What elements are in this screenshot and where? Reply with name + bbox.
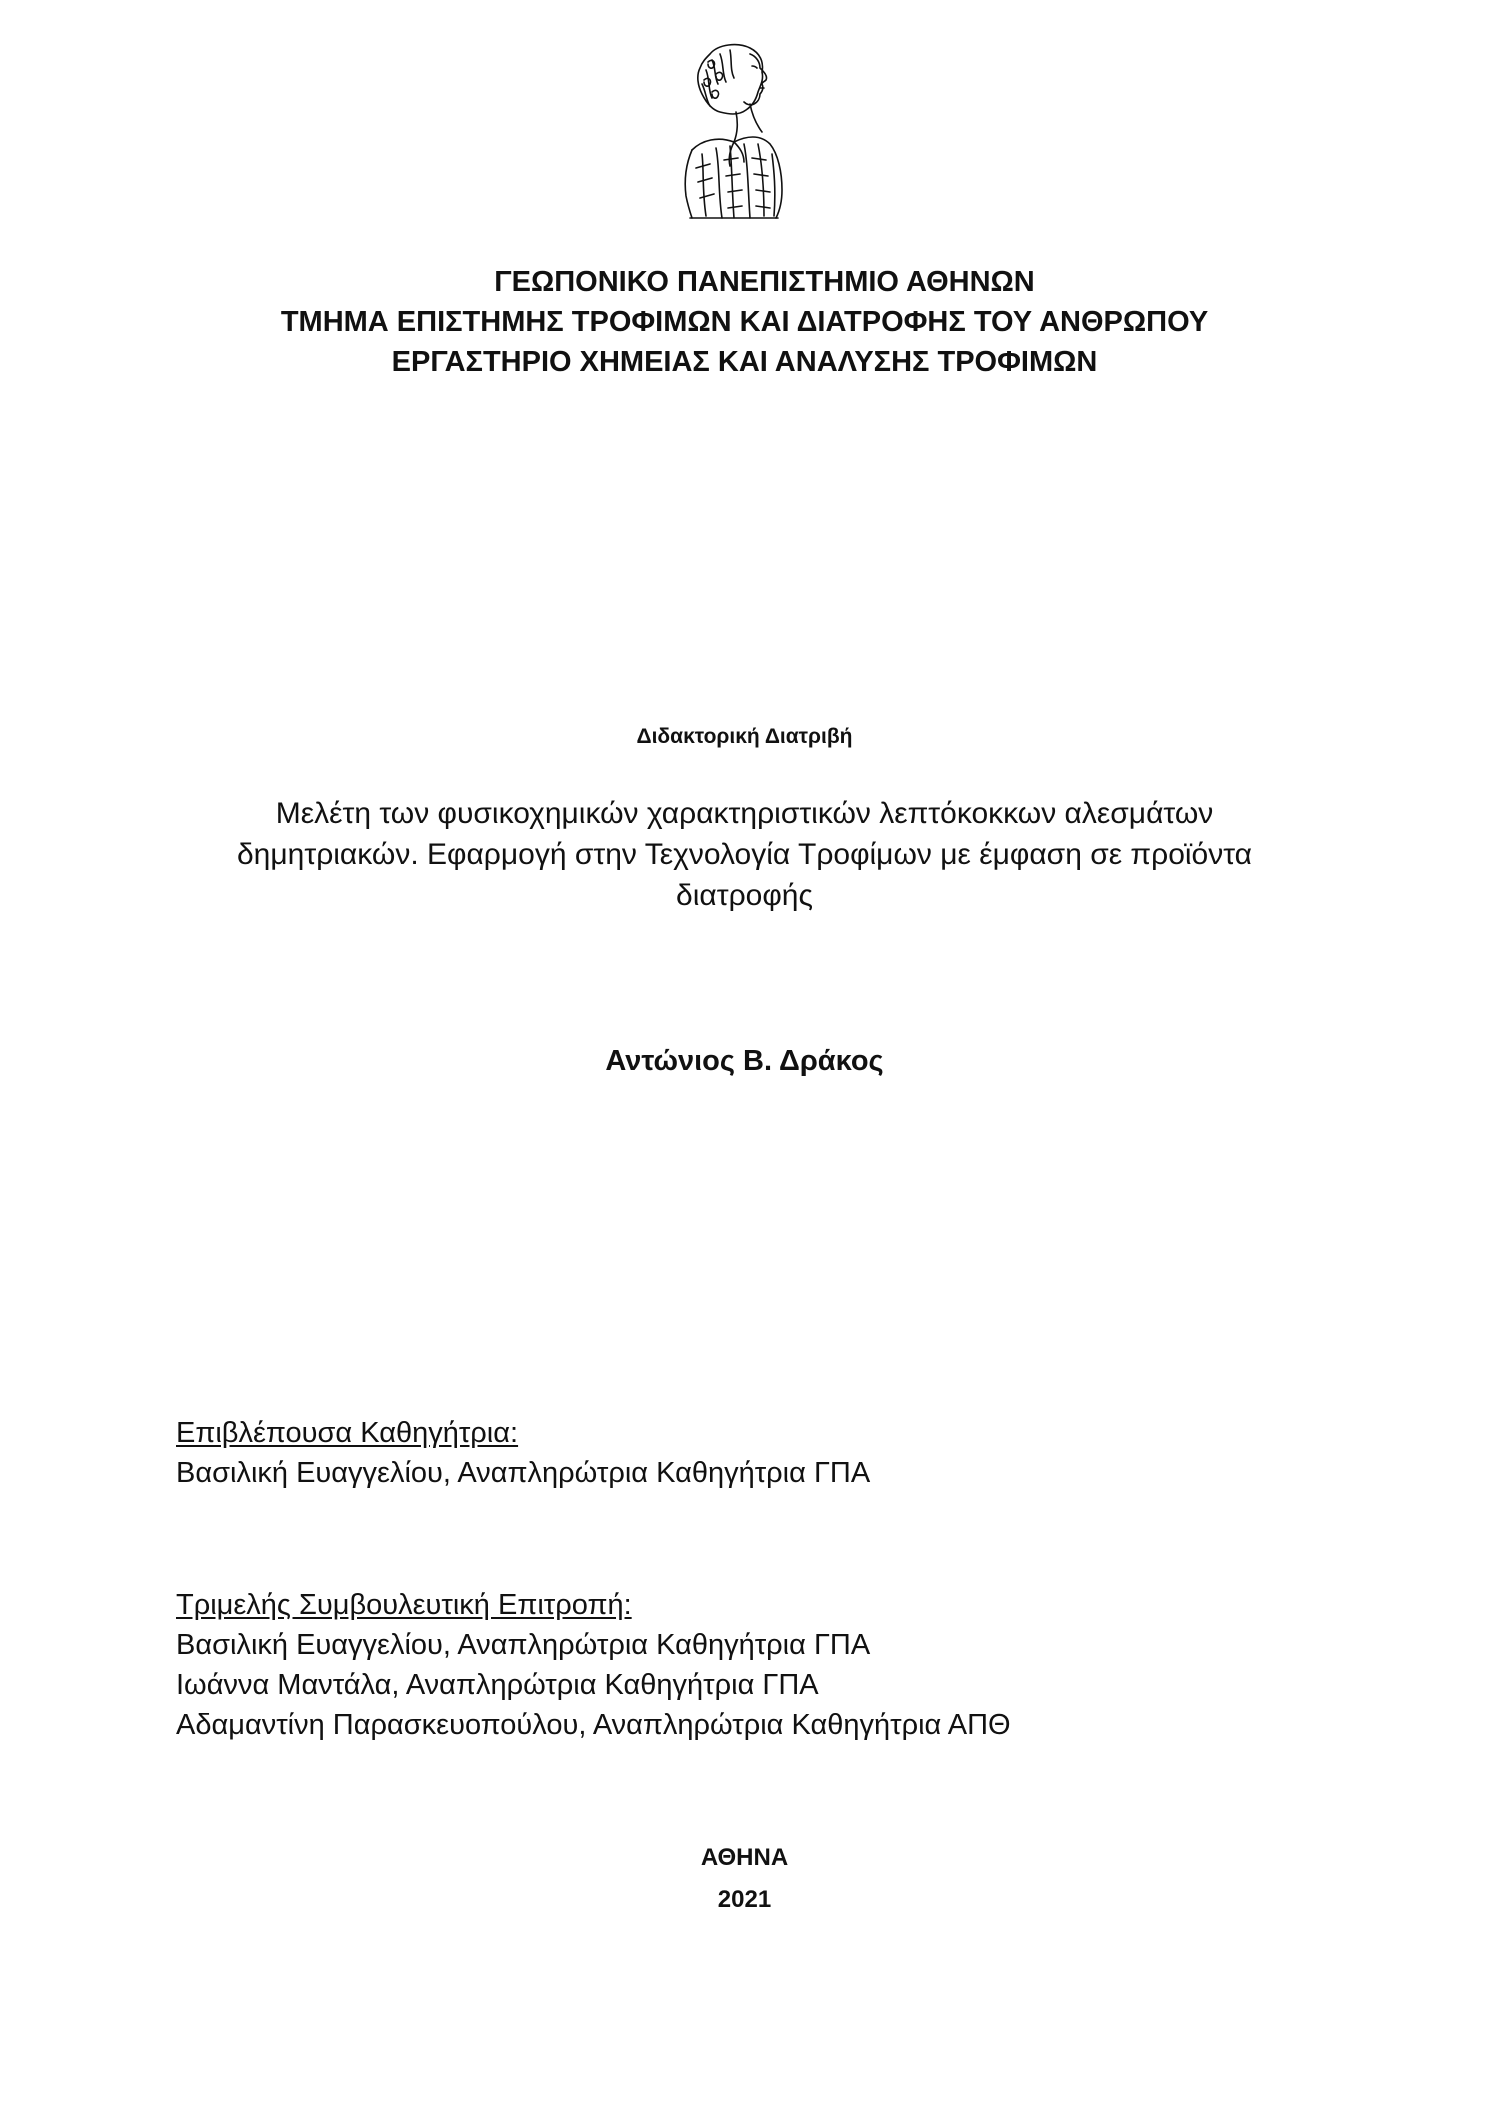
- thesis-title: [0, 793, 1489, 916]
- place-and-year: [0, 1837, 1489, 1921]
- supervisor-heading: Επιβλέπουσα Καθηγήτρια:: [176, 1417, 519, 1449]
- thesis-title-line: Μελέτη των φυσικοχημικών χαρακτηριστικών λεπτόκοκκων αλεσμάτων: [275, 797, 1214, 830]
- university-name: ΓΕΩΠΟΝΙΚΟ ΠΑΝΕΠΙΣΤΗΜΙΟ ΑΘΗΝΩΝ: [494, 266, 1035, 298]
- committee-heading: Τριμελής Συμβουλευτική Επιτροπή:: [176, 1589, 632, 1621]
- department-name: ΤΜΗΜΑ ΕΠΙΣΤΗΜΗΣ ΤΡΟΦΙΜΩΝ ΚΑΙ ΔΙΑΤΡΟΦΗΣ ΤΟΥ ΑΝΘΡΩΠΟΥ: [280, 306, 1209, 338]
- committee-member: Ιωάννα Μαντάλα, Αναπληρώτρια Καθηγήτρια ΓΠΑ: [176, 1669, 819, 1701]
- laboratory-name: ΕΡΓΑΣΤΗΡΙΟ ΧΗΜΕΙΑΣ ΚΑΙ ΑΝΑΛΥΣΗΣ ΤΡΟΦΙΜΩΝ: [391, 346, 1098, 378]
- city: ΑΘΗΝΑ: [700, 1844, 789, 1871]
- university-emblem-head-icon: [672, 40, 790, 220]
- supervisor-name: Βασιλική Ευαγγελίου, Αναπληρώτρια Καθηγήτρια ΓΠΑ: [176, 1457, 871, 1489]
- document-type: Διδακτορική Διατριβή: [636, 725, 853, 748]
- thesis-title-line: δημητριακών. Εφαρμογή στην Τεχνολογία Τροφίμων με έμφαση σε προϊόντα: [236, 838, 1253, 871]
- thesis-title-line: διατροφής: [676, 879, 813, 912]
- year: 2021: [717, 1886, 772, 1913]
- author-name: Αντώνιος Β. Δράκος: [605, 1045, 884, 1077]
- committee-member: Αδαμαντίνη Παρασκευοπούλου, Αναπληρώτρια Καθηγήτρια ΑΠΘ: [176, 1709, 1011, 1741]
- committee-section: [176, 1585, 1011, 1745]
- institution-header: [0, 262, 1489, 382]
- supervisor-section: [176, 1413, 870, 1493]
- committee-member: Βασιλική Ευαγγελίου, Αναπληρώτρια Καθηγήτρια ΓΠΑ: [176, 1629, 871, 1661]
